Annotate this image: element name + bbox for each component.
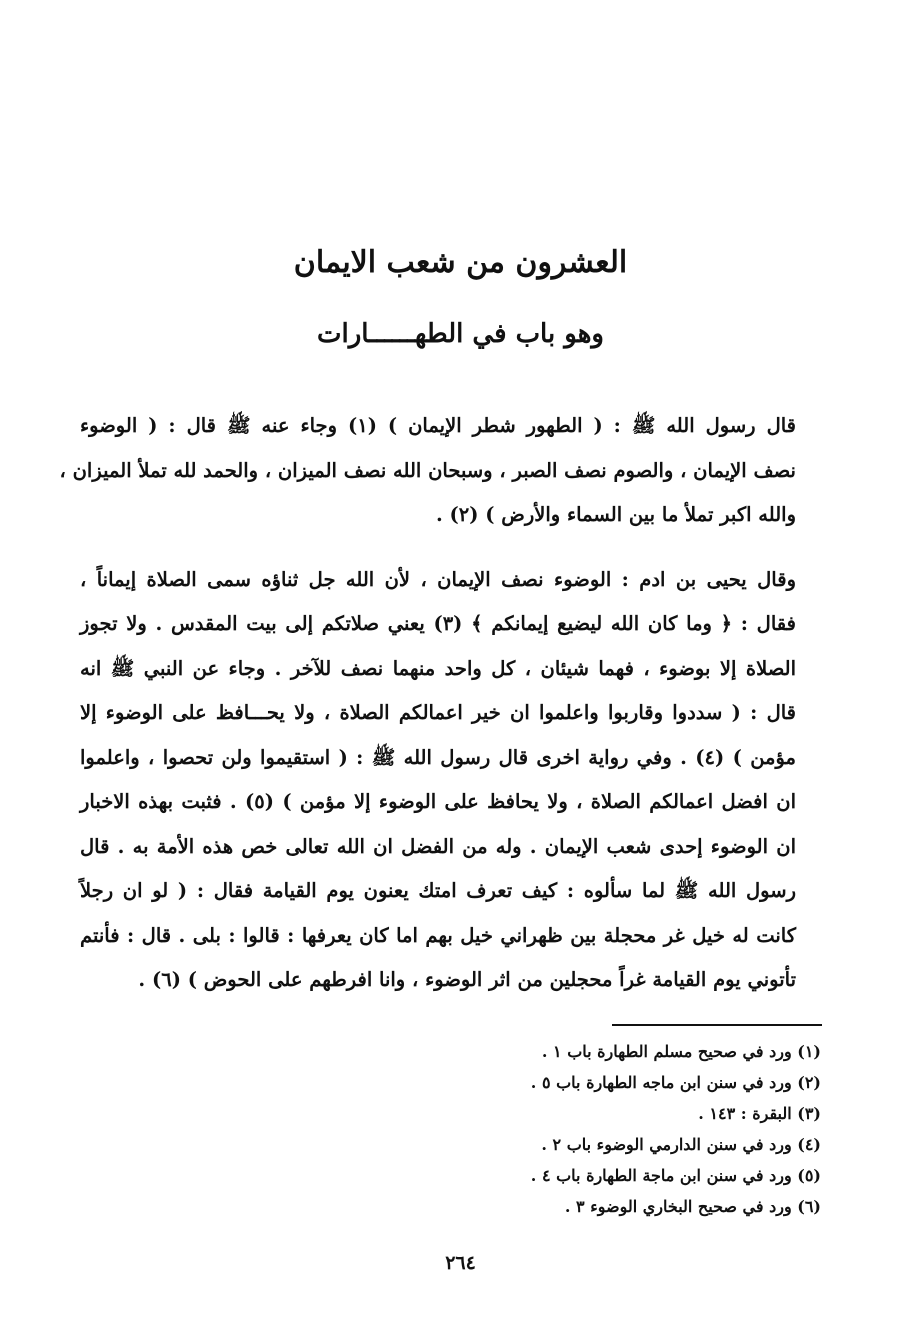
text-line: الصلاة إلا بوضوء ، فهما شيئان ، كل واحد منهما نصف للآخر . وجاء عن النبي ﷺ انه: [80, 656, 796, 680]
footnotes-list: [461, 1036, 821, 1222]
footnote-item: (٦) ورد في صحيح البخاري الوضوء ٣ .: [564, 1197, 821, 1216]
footnote-item: (٤) ورد في سنن الدارمي الوضوء باب ٢ .: [541, 1135, 821, 1154]
chapter-subtitle: وهو باب في الطهــــــارات: [317, 319, 604, 349]
footnote-item: (١) ورد في صحيح مسلم الطهارة باب ١ .: [541, 1042, 821, 1061]
text-line: تأتوني يوم القيامة غراً محجلين من اثر الوضوء ، وانا افرطهم على الحوض ) (٦) .: [138, 968, 796, 991]
body-text: [59, 404, 838, 1003]
footnote-item: (٢) ورد في سنن ابن ماجه الطهارة باب ٥ .: [530, 1073, 821, 1092]
text-line: قال : ( سددوا وقاربوا واعلموا ان خير اعمالكم الصلاة ، ولا يحـــافظ على الوضوء إلا: [80, 701, 796, 724]
text-line: رسول الله ﷺ لما سألوه : كيف تعرف امتك يعنون يوم القيامة فقال : ( لو ان رجلاً: [80, 879, 797, 902]
text-line: كانت له خيل غر محجلة بين ظهراني خيل بهم اما كان يعرفها : قالوا : بلى . قال : فأنتم: [80, 923, 796, 947]
text-line: ان الوضوء إحدى شعب الإيمان . وله من الفضل ان الله تعالى خص هذه الأمة به . قال: [80, 834, 796, 858]
page-number: ٢٦٤: [445, 1252, 476, 1274]
chapter-title: العشرون من شعب الايمان: [293, 245, 628, 280]
paragraph-2: [80, 558, 838, 1003]
text-line: والله اكبر تملأ ما بين السماء والأرض ) (٢) .: [435, 503, 796, 526]
text-line: وقال يحيى بن ادم : الوضوء نصف الإيمان ، لأن الله جل ثناؤه سمى الصلاة إيماناً ،: [80, 567, 796, 591]
text-line: فقال : ﴿ وما كان الله ليضيع إيمانكم ﴾ (٣) يعني صلاتكم إلى بيت المقدس . ولا تجوز: [80, 612, 796, 635]
footnote-divider: [612, 1024, 822, 1026]
paragraph-1: [59, 404, 838, 538]
text-line: قال رسول الله ﷺ : ( الطهور شطر الإيمان ) (١) وجاء عنه ﷺ قال : ( الوضوء: [80, 414, 796, 437]
text-line: نصف الإيمان ، والصوم نصف الصبر ، وسبحان الله نصف الميزان ، والحمد لله تملأ الميزان ،: [59, 458, 796, 482]
text-line: ان افضل اعمالكم الصلاة ، ولا يحافظ على الوضوء إلا مؤمن ) (٥) . فثبت بهذه الاخبار: [80, 790, 796, 813]
footnote-item: (٣) البقرة : ١٤٣ .: [698, 1104, 821, 1123]
footnote-item: (٥) ورد في سنن ابن ماجة الطهارة باب ٤ .: [530, 1166, 821, 1185]
text-line: مؤمن ) (٤) . وفي رواية اخرى قال رسول الله ﷺ : ( استقيموا ولن تحصوا ، واعلموا: [80, 745, 797, 769]
